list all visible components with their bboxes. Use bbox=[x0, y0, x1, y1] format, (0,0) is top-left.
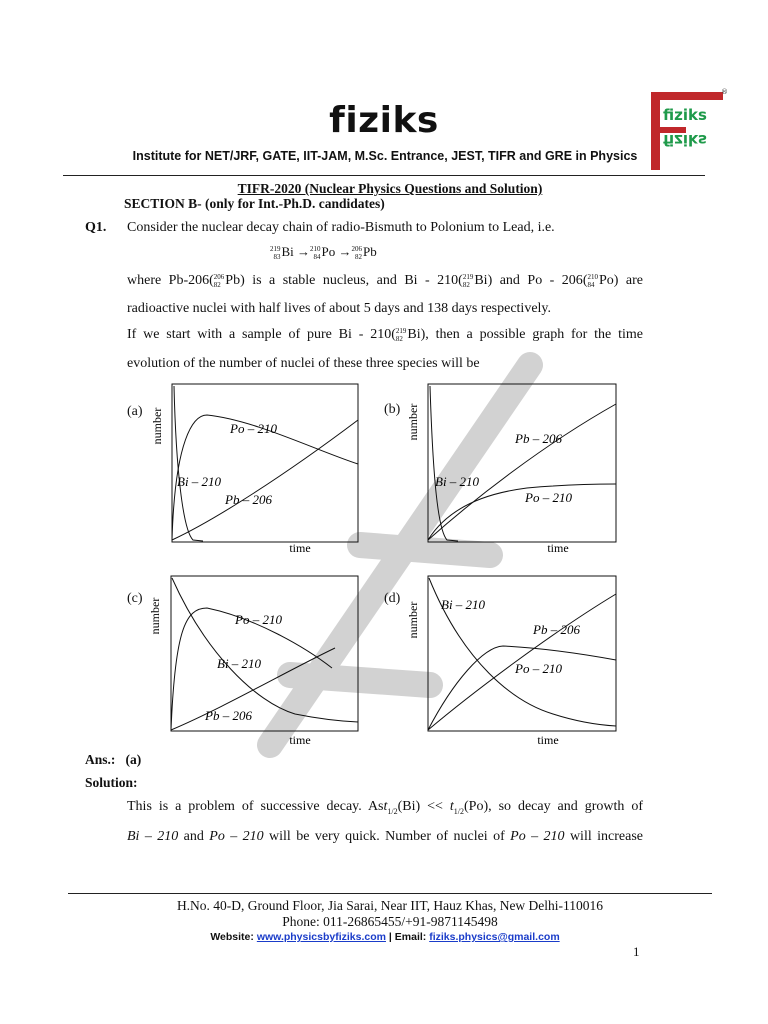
brand-name: fiziks bbox=[329, 100, 439, 141]
footer-rule bbox=[68, 893, 712, 894]
document-title: TIFR-2020 (Nuclear Physics Questions and Solution) bbox=[237, 181, 543, 196]
chart-c-frame bbox=[171, 576, 358, 731]
question-line-3: If we start with a sample of pure Bi - 210(219 82 Bi), then a possible graph for the time bbox=[127, 326, 643, 343]
chart-a-bi-label: Bi – 210 bbox=[177, 474, 222, 489]
chart-c-bi-label: Bi – 210 bbox=[217, 656, 262, 671]
website-label: Website: bbox=[210, 931, 254, 943]
chart-b-xlabel: time bbox=[547, 541, 569, 555]
answer-value: (a) bbox=[125, 752, 142, 767]
solution-line-1: This is a problem of successive decay. $Ast_{1/2}(Bi) << t_{1/2}(Po)$, so decay and growth of bbox=[127, 799, 643, 816]
option-b-label: (b) bbox=[384, 402, 401, 417]
chart-a-ylabel: number bbox=[150, 407, 164, 445]
chart-c-pb-label: Pb – 206 bbox=[205, 708, 252, 723]
chart-a-frame bbox=[172, 384, 358, 542]
question-line-2: radioactive nuclei with half lives of about 5 days and 138 days respectively. bbox=[127, 301, 552, 316]
footer-contact bbox=[0, 931, 768, 943]
svg-text:®: ® bbox=[721, 88, 728, 96]
chart-b-ylabel: number bbox=[406, 403, 420, 441]
chart-a-xlabel: time bbox=[289, 541, 311, 555]
chart-a-po-label: Po – 210 bbox=[230, 421, 277, 436]
footer-phone: Phone: 011-26865455/+91-9871145498 bbox=[282, 914, 498, 929]
chart-d-pb-label: Pb – 206 bbox=[533, 622, 580, 637]
chart-a-pb-label: Pb – 206 bbox=[225, 492, 272, 507]
decay-chain-equation: 219 83Bi →210 84Po →206 82Pb bbox=[270, 244, 377, 262]
chart-option-c bbox=[145, 572, 360, 752]
option-d-label: (d) bbox=[384, 591, 401, 606]
chart-b-pb-curve bbox=[428, 404, 616, 540]
question-intro: Consider the nuclear decay chain of radio-Bismuth to Polonium to Lead, i.e. bbox=[127, 220, 555, 235]
chart-d-po-curve bbox=[428, 646, 616, 730]
chart-option-b bbox=[403, 380, 618, 560]
chart-d-bi-label: Bi – 210 bbox=[441, 597, 486, 612]
answer bbox=[85, 752, 141, 768]
option-a-label: (a) bbox=[127, 404, 143, 419]
solution-line-2: Bi – 210 and Po – 210 will be very quick. Number of nuclei of Po – 210 will increase bbox=[127, 829, 643, 844]
chart-b-frame bbox=[428, 384, 616, 542]
option-c-label: (c) bbox=[127, 591, 143, 606]
chart-b-bi-label: Bi – 210 bbox=[435, 474, 480, 489]
chart-c-xlabel: time bbox=[289, 733, 311, 747]
chart-a-bi-curve bbox=[174, 386, 203, 541]
question-line-1: where Pb-206(206 82 Pb) is a stable nucleus, and Bi - 210(219 82 Bi) and Po - 206(210 84 Po) are bbox=[127, 272, 644, 289]
footer-address: H.No. 40-D, Ground Floor, Jia Sarai, Near IIT, Hauz Khas, New Delhi-110016 bbox=[176, 898, 604, 913]
website-link[interactable]: www.physicsbyfiziks.com bbox=[256, 931, 386, 943]
chart-b-pb-label: Pb – 206 bbox=[515, 431, 562, 446]
fiziks-logo bbox=[651, 86, 729, 170]
chart-b-po-curve bbox=[428, 484, 616, 540]
chart-d-xlabel: time bbox=[537, 733, 559, 747]
solution-heading: Solution: bbox=[85, 775, 138, 790]
svg-text:fiziks: fiziks bbox=[663, 106, 707, 124]
question-line-4: evolution of the number of nuclei of these three species will be bbox=[127, 356, 480, 371]
chart-option-d bbox=[403, 572, 618, 752]
chart-c-po-label: Po – 210 bbox=[235, 612, 282, 627]
chart-c-ylabel: number bbox=[148, 597, 162, 635]
tagline: Institute for NET/JRF, GATE, IIT-JAM, M.Sc. Entrance, JEST, TIFR and GRE in Physics bbox=[132, 149, 638, 163]
chart-b-po-label: Po – 210 bbox=[525, 490, 572, 505]
email-link[interactable]: fiziks.physics@gmail.com bbox=[429, 931, 560, 943]
svg-text:fiziks: fiziks bbox=[663, 131, 707, 149]
header-rule bbox=[63, 175, 705, 176]
answer-label: Ans.: bbox=[85, 752, 116, 767]
page-number: 1 bbox=[633, 944, 640, 959]
chart-d-po-label: Po – 210 bbox=[515, 661, 562, 676]
email-label: | Email: bbox=[388, 931, 427, 943]
chart-option-a bbox=[145, 380, 360, 560]
section-heading: SECTION B- (only for Int.-Ph.D. candidates) bbox=[124, 196, 385, 211]
chart-d-ylabel: number bbox=[406, 601, 420, 639]
question-number: Q1. bbox=[85, 220, 107, 235]
